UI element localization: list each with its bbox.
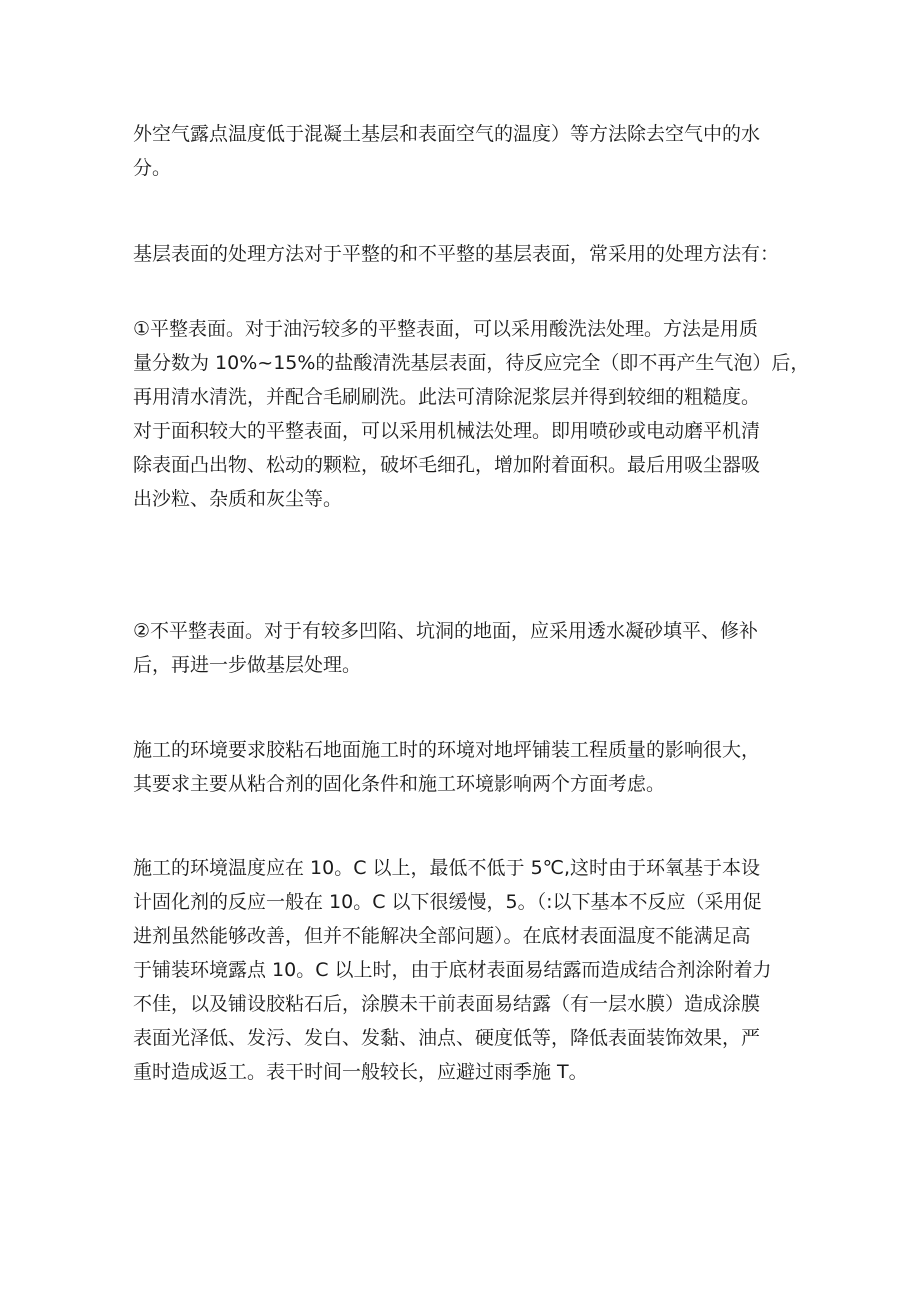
text-line: 后，再进一步做基层处理。 <box>133 654 362 676</box>
text-line: 计固化剂的反应一般在 10。C 以下很缓慢，5。（:以下基本不反应（采用促 <box>133 891 762 913</box>
text-line: 外空气露点温度低于混凝土基层和表面空气的温度）等方法除去空气中的水 <box>133 123 761 145</box>
text-line: 其要求主要从粘合剂的固化条件和施工环境影响两个方面考虑。 <box>133 773 666 795</box>
text-line: 出沙粒、杂质和灰尘等。 <box>133 488 343 510</box>
paragraph-treatment-intro <box>133 237 813 271</box>
text-line: 重时造成返工。表干时间一般较长，应避过雨季施 T。 <box>133 1061 588 1083</box>
text-line: 量分数为 10%~15%的盐酸清洗基层表面，待反应完全（即不再产生气泡）后， <box>133 352 810 374</box>
paragraph-uneven-surface <box>133 614 813 682</box>
text-line: 进剂虽然能够改善，但并不能解决全部问题）。在底材表面温度不能满足高 <box>133 925 751 947</box>
text-line: 表面光泽低、发污、发白、发黏、油点、硬度低等，降低表面装饰效果，严 <box>133 1027 761 1049</box>
text-line: 施工的环境温度应在 10。C 以上，最低不低于 5℃,这时由于环氧基于本设 <box>133 857 761 879</box>
text-line: 分。 <box>133 157 172 179</box>
paragraph-dew-point <box>133 117 813 185</box>
text-line: 基层表面的处理方法对于平整的和不平整的基层表面，常采用的处理方法有： <box>133 243 780 265</box>
paragraph-flat-surface <box>133 312 813 516</box>
paragraph-temperature <box>133 851 813 1089</box>
text-line: ①平整表面。对于油污较多的平整表面，可以采用酸洗法处理。方法是用质 <box>133 318 759 340</box>
text-line: 再用清水清洗，并配合毛刷刷洗。此法可清除泥浆层并得到较细的粗糙度。 <box>133 386 761 408</box>
text-line: 施工的环境要求胶粘石地面施工时的环境对地坪铺装工程质量的影响很大， <box>133 739 761 761</box>
paragraph-environment-requirements <box>133 733 813 801</box>
text-line: 除表面凸出物、松动的颗粒，破坏毛细孔，增加附着面积。最后用吸尘器吸 <box>133 454 761 476</box>
text-line: ②不平整表面。对于有较多凹陷、坑洞的地面，应采用透水凝砂填平、修补 <box>133 620 759 642</box>
text-line: 对于面积较大的平整表面，可以采用机械法处理。即用喷砂或电动磨平机清 <box>133 420 761 442</box>
text-line: 于铺装环境露点 10。C 以上时，由于底材表面易结露而造成结合剂涂附着力 <box>133 959 772 981</box>
text-line: 不佳，以及铺设胶粘石后，涂膜未干前表面易结露（有一层水膜）造成涂膜 <box>133 993 761 1015</box>
